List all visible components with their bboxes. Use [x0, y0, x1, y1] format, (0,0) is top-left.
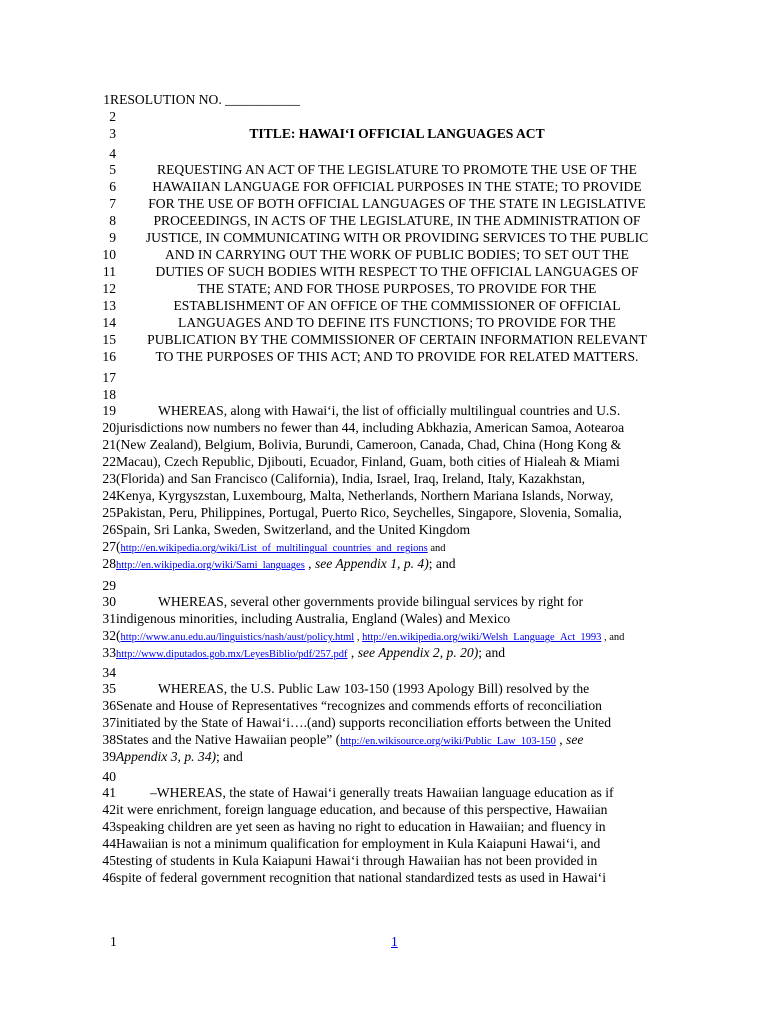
line-30 — [96, 593, 678, 610]
line-number: 29 — [102, 578, 116, 593]
document-title: TITLE: HAWAIʻI OFFICIAL LANGUAGES ACT — [249, 126, 545, 141]
line-45 — [96, 852, 678, 869]
line-46 — [96, 869, 678, 886]
line-number: 16 — [102, 349, 116, 364]
paragraph-text: it were enrichment, foreign language education, and because of this perspective, Hawaiian — [116, 802, 608, 817]
paragraph-text: (Florida) and San Francisco (California), India, Israel, Iraq, Ireland, Italy, Kazakhstan, — [116, 471, 586, 486]
open-paren: ( — [116, 628, 121, 643]
line-number: 32 — [102, 628, 116, 643]
line-7 — [96, 195, 678, 212]
line-number: 4 — [109, 146, 116, 161]
paragraph-text: spite of federal government recognition that national standardized tests as used in Hawaiʻi — [116, 870, 606, 885]
paragraph-text: Kenya, Kyrgyszstan, Luxembourg, Malta, Netherlands, Northern Mariana Islands, Norway, — [116, 488, 614, 503]
line-number: 19 — [102, 403, 116, 418]
line-25 — [96, 504, 678, 521]
line-5 — [96, 161, 678, 178]
line-number: 20 — [102, 420, 116, 435]
line-number: 46 — [102, 870, 116, 885]
line-number: 14 — [102, 315, 116, 330]
line-number: 36 — [102, 698, 116, 713]
line-number: 5 — [109, 162, 116, 177]
appendix-reference: see Appendix 2, p. 20) — [357, 645, 479, 660]
line-number: 24 — [102, 488, 116, 503]
purpose-line: PROCEEDINGS, IN ACTS OF THE LEGISLATURE, IN THE ADMINISTRATION OF — [153, 213, 641, 228]
line-number: 42 — [102, 802, 116, 817]
paragraph-text: Pakistan, Peru, Philippines, Portugal, Puerto Rico, Seychelles, Singapore, Slovenia, Somalia, — [116, 505, 622, 520]
line-number: 9 — [109, 230, 116, 245]
line-20 — [96, 419, 678, 436]
line-17 — [96, 369, 678, 386]
line-4 — [96, 145, 678, 162]
purpose-line: THE STATE; AND FOR THOSE PURPOSES, TO PROVIDE FOR THE — [197, 281, 597, 296]
line-number: 11 — [102, 264, 116, 279]
line-33 — [96, 644, 678, 661]
line-9 — [96, 229, 678, 246]
line-38 — [96, 731, 678, 748]
line-23 — [96, 470, 678, 487]
purpose-line: JUSTICE, IN COMMUNICATING WITH OR PROVIDING SERVICES TO THE PUBLIC — [145, 230, 649, 245]
clause-tail: ; and — [478, 645, 506, 660]
purpose-line: ESTABLISHMENT OF AN OFFICE OF THE COMMISSIONER OF OFFICIAL — [173, 298, 621, 313]
paragraph-text: speaking children are yet seen as having no right to education in Hawaiian; and fluency in — [116, 819, 606, 834]
line-1 — [96, 91, 678, 108]
purpose-line: LANGUAGES AND TO DEFINE ITS FUNCTIONS; TO PROVIDE FOR THE — [178, 315, 616, 330]
appendix-reference: Appendix 3, p. 34) — [116, 749, 217, 764]
resolution-number: RESOLUTION NO. ___________ — [110, 92, 300, 107]
purpose-line: FOR THE USE OF BOTH OFFICIAL LANGUAGES OF THE STATE IN LEGISLATIVE — [148, 196, 646, 211]
appendix-reference: see Appendix 1, p. 4) — [314, 556, 429, 571]
line-number: 44 — [102, 836, 116, 851]
reference-link[interactable]: http://en.wikipedia.org/wiki/List_of_multilingual_countries_and_regions — [120, 543, 428, 554]
purpose-line: AND IN CARRYING OUT THE WORK OF PUBLIC BODIES; TO SET OUT THE — [165, 247, 629, 262]
line-35 — [96, 680, 678, 697]
line-number: 35 — [102, 681, 116, 696]
line-number: 22 — [102, 454, 116, 469]
line-number: 21 — [102, 437, 116, 452]
purpose-line: TO THE PURPOSES OF THIS ACT; AND TO PROVIDE FOR RELATED MATTERS. — [155, 349, 639, 364]
see-text: see — [566, 732, 584, 747]
line-2 — [96, 108, 678, 125]
conjunction-text: , and — [601, 632, 625, 643]
line-11 — [96, 263, 678, 280]
separator-text: , — [555, 732, 567, 747]
line-12 — [96, 280, 678, 297]
line-number: 1 — [103, 92, 110, 107]
line-41 — [96, 784, 678, 801]
paragraph-text: Senate and House of Representatives “recognizes and commends efforts of reconciliation — [116, 698, 602, 713]
reference-link[interactable]: http://en.wikipedia.org/wiki/Welsh_Language_Act_1993 — [362, 632, 602, 643]
line-22 — [96, 453, 678, 470]
reference-link[interactable]: http://www.diputados.gob.mx/LeyesBiblio/pdf/257.pdf — [116, 649, 348, 660]
paragraph-text: indigenous minorities, including Australia, England (Wales) and Mexico — [116, 611, 511, 626]
line-number: 25 — [102, 505, 116, 520]
line-37 — [96, 714, 678, 731]
line-number: 39 — [102, 749, 116, 764]
line-29 — [96, 577, 678, 594]
line-6 — [96, 178, 678, 195]
line-number: 7 — [109, 196, 116, 211]
paragraph-text: WHEREAS, several other governments provide bilingual services by right for — [158, 594, 584, 609]
separator-text: , — [347, 645, 358, 660]
line-number: 27 — [102, 539, 116, 554]
line-number: 13 — [102, 298, 116, 313]
paragraph-text: initiated by the State of Hawaiʻi….(and) supports reconciliation efforts between the United — [116, 715, 612, 730]
footer-line-number: 1 — [110, 934, 117, 949]
page-footer — [0, 933, 768, 950]
line-10 — [96, 246, 678, 263]
line-43 — [96, 818, 678, 835]
line-number: 38 — [102, 732, 116, 747]
paragraph-text: Spain, Sri Lanka, Sweden, Switzerland, and the United Kingdom — [116, 522, 471, 537]
line-number: 28 — [102, 556, 116, 571]
line-number: 45 — [102, 853, 116, 868]
line-number: 26 — [102, 522, 116, 537]
line-44 — [96, 835, 678, 852]
line-13 — [96, 297, 678, 314]
purpose-line: PUBLICATION BY THE COMMISSIONER OF CERTAIN INFORMATION RELEVANT — [147, 332, 647, 347]
paragraph-text: States and the Native Hawaiian people” ( — [116, 732, 341, 747]
line-number: 43 — [102, 819, 116, 834]
reference-link[interactable]: http://www.anu.edu.au/linguistics/nash/aust/policy.html — [120, 632, 355, 643]
purpose-line: HAWAIIAN LANGUAGE FOR OFFICIAL PURPOSES IN THE STATE; TO PROVIDE — [152, 179, 642, 194]
line-number: 31 — [102, 611, 116, 626]
line-number: 2 — [109, 109, 116, 124]
reference-link[interactable]: http://en.wikisource.org/wiki/Public_Law_103-150 — [340, 736, 556, 747]
line-8 — [96, 212, 678, 229]
paragraph-text: WHEREAS, the U.S. Public Law 103-150 (1993 Apology Bill) resolved by the — [158, 681, 590, 696]
line-number: 8 — [109, 213, 116, 228]
line-number: 18 — [102, 387, 116, 402]
separator-text: , — [304, 556, 315, 571]
line-42 — [96, 801, 678, 818]
line-number: 40 — [102, 769, 116, 784]
line-39 — [96, 748, 678, 765]
line-number: 30 — [102, 594, 116, 609]
line-number: 41 — [102, 785, 116, 800]
page-number-link[interactable]: 1 — [391, 934, 398, 949]
line-24 — [96, 487, 678, 504]
line-18 — [96, 386, 678, 403]
line-3 — [96, 125, 678, 142]
line-15 — [96, 331, 678, 348]
clause-tail: ; and — [428, 556, 456, 571]
separator-text: , — [354, 632, 363, 643]
line-number: 33 — [102, 645, 116, 660]
line-34 — [96, 664, 678, 681]
line-number: 3 — [109, 126, 116, 141]
line-26 — [96, 521, 678, 538]
open-paren: ( — [116, 539, 121, 554]
line-16 — [96, 348, 678, 365]
paragraph-text: testing of students in Kula Kaiapuni Hawaiʻi through Hawaiian has not been provided in — [116, 853, 598, 868]
line-number: 10 — [102, 247, 116, 262]
line-27 — [96, 538, 678, 555]
paragraph-text: jurisdictions now numbers no fewer than 44, including Abkhazia, American Samoa, Aotearoa — [116, 420, 625, 435]
line-31 — [96, 610, 678, 627]
line-number: 17 — [102, 370, 116, 385]
line-number: 12 — [102, 281, 116, 296]
paragraph-text: (New Zealand), Belgium, Bolivia, Burundi, Cameroon, Canada, Chad, China (Hong Kong & — [116, 437, 622, 452]
line-32 — [96, 627, 678, 644]
line-number: 15 — [102, 332, 116, 347]
paragraph-text: WHEREAS, along with Hawaiʻi, the list of officially multilingual countries and U.S. — [158, 403, 621, 418]
line-number: 34 — [102, 665, 116, 680]
purpose-line: REQUESTING AN ACT OF THE LEGISLATURE TO PROMOTE THE USE OF THE — [157, 162, 637, 177]
line-number: 37 — [102, 715, 116, 730]
clause-tail: ; and — [216, 749, 243, 764]
line-28 — [96, 555, 678, 572]
paragraph-text: –WHEREAS, the state of Hawaiʻi generally treats Hawaiian language education as if — [150, 785, 614, 800]
paragraph-text: Hawaiian is not a minimum qualification for employment in Kula Kaiapuni Hawaiʻi, and — [116, 836, 601, 851]
line-number: 23 — [102, 471, 116, 486]
line-14 — [96, 314, 678, 331]
reference-link[interactable]: http://en.wikipedia.org/wiki/Sami_languages — [116, 560, 305, 571]
line-21 — [96, 436, 678, 453]
line-36 — [96, 697, 678, 714]
line-19 — [96, 402, 678, 419]
line-number: 6 — [109, 179, 116, 194]
conjunction-text: and — [427, 543, 446, 554]
purpose-line: DUTIES OF SUCH BODIES WITH RESPECT TO THE OFFICIAL LANGUAGES OF — [155, 264, 639, 279]
paragraph-text: Macau), Czech Republic, Djibouti, Ecuador, Finland, Guam, both cities of Hialeah & Miami — [116, 454, 620, 469]
line-40 — [96, 768, 678, 785]
